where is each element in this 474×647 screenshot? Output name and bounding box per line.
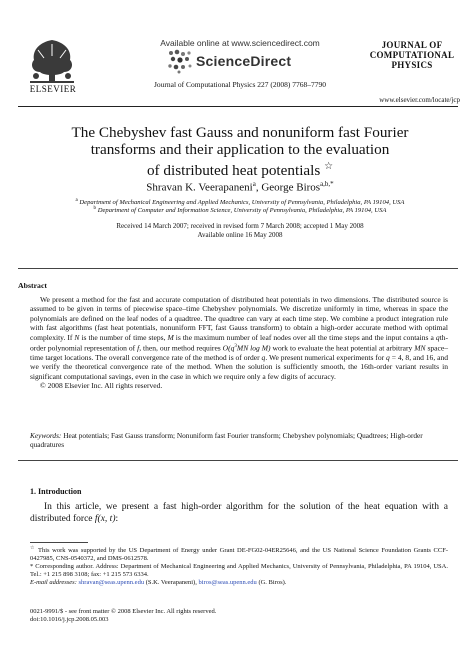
abstract-math: O(q — [222, 343, 235, 353]
available-online-text: Available online at www.sciencedirect.com — [160, 38, 320, 48]
affiliation-mark: a — [75, 198, 78, 203]
abstract-math-exponent: 3 — [234, 344, 237, 350]
article-history — [60, 222, 420, 240]
affiliation-text: Department of Mechanical Engineering and Applied Mechanics, University of Pennsylvania, Philadelphia, PA 19104, USA — [79, 199, 405, 207]
footnote-mark: ☆ — [30, 546, 36, 551]
abstract-text: . We present numerical experiments for — [265, 352, 387, 362]
abstract-copyright: © 2008 Elsevier Inc. All rights reserved. — [40, 381, 163, 391]
abstract-text: is the number of time steps, — [79, 332, 168, 342]
keywords — [30, 431, 448, 449]
abstract-heading: Abstract — [18, 281, 48, 290]
journal-name-line: JOURNAL OF — [381, 40, 443, 50]
abstract-text: is the maximum number of leaf nodes over all the time steps and the input contains a — [173, 332, 436, 342]
header-divider — [18, 106, 458, 107]
author-list — [60, 180, 420, 194]
keywords-label: Keywords: — [30, 431, 62, 440]
introduction-text: : — [115, 513, 119, 524]
abstract-math: q — [261, 352, 266, 362]
affiliation-text: Department of Computer and Information Science, University of Pennsylvania, Philadelphia, PA 19104, USA — [97, 207, 387, 215]
issn-line: 0021-9991/$ - see front matter © 2008 Elsevier Inc. All rights reserved. — [30, 608, 217, 615]
introduction-body — [30, 502, 448, 525]
sciencedirect-brand: ScienceDirect — [196, 53, 292, 69]
title-line: The Chebyshev fast Gauss and nonuniform fast Fourier — [71, 124, 409, 141]
abstract-math: q — [435, 332, 440, 342]
author-name: George Biros — [261, 181, 321, 194]
journal-citation: Journal of Computational Physics 227 (2008) 7768–7790 — [153, 80, 327, 89]
footnote-mark: * — [30, 563, 34, 571]
abstract-top-divider — [18, 268, 458, 269]
introduction-math: f(x, t) — [94, 513, 116, 524]
email-label: E-mail addresses: — [30, 579, 77, 587]
title-line — [40, 158, 440, 179]
corresponding-author-footnote — [30, 563, 448, 579]
author-affil-mark[interactable]: a,b,* — [320, 180, 334, 188]
introduction-paragraph — [30, 502, 448, 525]
email-link[interactable]: biros@seas.upenn.edu — [198, 579, 257, 587]
email-footnote — [30, 579, 448, 587]
author-name: Shravan K. Veerapaneni — [146, 181, 253, 194]
received-dates: Received 14 March 2007; received in revised form 7 March 2008; accepted 1 May 2008 — [116, 222, 364, 230]
abstract-math: q — [386, 352, 390, 362]
section-heading-introduction: 1. Introduction — [30, 487, 82, 496]
title-line: transforms and their application to the evaluation — [90, 141, 390, 158]
footnote-text: Corresponding author. Address: Department of Mechanical Engineering and Applied Mechanics, University of Pennsylvania, Philadelphia, PA 19104, USA. Tel.: +1 215 898 3108; fax: +1 215 573 6334. — [30, 563, 448, 579]
article-title — [40, 124, 440, 179]
abstract-math: MN log M) — [236, 343, 271, 353]
journal-name-line: PHYSICS — [391, 60, 433, 70]
introduction-text: In this article, we present a fast high-order algorithm for the solution of the heat equation with a distributed force — [30, 502, 448, 524]
footnote-divider — [30, 542, 88, 543]
elsevier-tree-logo — [22, 36, 82, 86]
abstract-text: We present a method for the fast and accurate computation of distributed heat potentials in two dimensions. The distributed source is assumed to be given in terms of piecewise space–time Chebyshev polynomials. We discretize uniformly in time, whereas in space the polynomials are defined on the leaf nodes of a quadtree. The quadtree can vary at each time step. We combine a product integration rule with fast algorithms (fast heat potentials, nonuniform FFT, fast Gauss transform) to obtain a high-order accurate method with optimal complexity. If — [30, 295, 448, 342]
affiliation-mark: b — [93, 206, 97, 211]
abstract-bottom-divider — [18, 460, 458, 461]
journal-name — [366, 40, 458, 70]
email-link[interactable]: shravan@seas.upenn.edu — [78, 579, 145, 587]
doi-line[interactable]: doi:10.1016/j.jcp.2008.05.003 — [30, 616, 109, 623]
abstract-text: work to evaluate the heat potential at arbitrary — [270, 343, 415, 353]
abstract-text: space–time target locations. The overall convergence rate of the method is of order — [30, 343, 448, 362]
journal-url-link[interactable]: www.elsevier.com/locate/jcp — [379, 96, 460, 104]
title-footnote-mark[interactable]: ☆ — [324, 161, 334, 172]
abstract-math: MN — [414, 343, 426, 353]
abstract-math: M — [167, 332, 174, 342]
journal-name-line: COMPUTATIONAL — [369, 50, 455, 60]
abstract-text: th-order polynomial representation of — [30, 332, 448, 353]
abstract-text: , then, our method requires — [139, 343, 223, 353]
abstract-math: f — [137, 343, 140, 353]
sciencedirect-dots-icon — [165, 48, 195, 74]
abstract-paragraph — [30, 295, 448, 381]
available-online-date: Available online 16 May 2008 — [197, 231, 283, 239]
footnotes — [30, 545, 448, 587]
email-owner: (S.K. Veerapaneni), — [144, 579, 199, 587]
imprint — [30, 608, 330, 624]
affiliation — [30, 205, 450, 215]
publisher-name: ELSEVIER — [29, 84, 77, 94]
author-separator: , — [255, 181, 262, 194]
abstract-math: N — [74, 332, 80, 342]
author-affil-mark[interactable]: a — [252, 180, 256, 188]
funding-footnote — [30, 545, 448, 563]
keywords-list: Heat potentials; Fast Gauss transform; Nonuniform fast Fourier transform; Chebyshev polynomials; Quadtrees; High-order quadratures — [30, 431, 423, 449]
abstract-body — [30, 295, 448, 391]
abstract-text: = 4, 8, and 16, and we verify the theoretical convergence rate of the method. When the solution is sufficiently smooth, the 16th-order variant results in significant computational savings, even in the case in which we require only a few digits of accuracy. — [30, 352, 449, 381]
email-owner: (G. Biros). — [256, 579, 287, 587]
title-line-text: of distributed heat potentials — [146, 162, 321, 180]
footnote-text: This work was supported by the US Department of Energy under Grant DE-FG02-04ER25646, and the US National Science Foundation Grants CCF-0427985, CNS-0540372, and DMS-0612578. — [30, 547, 449, 563]
